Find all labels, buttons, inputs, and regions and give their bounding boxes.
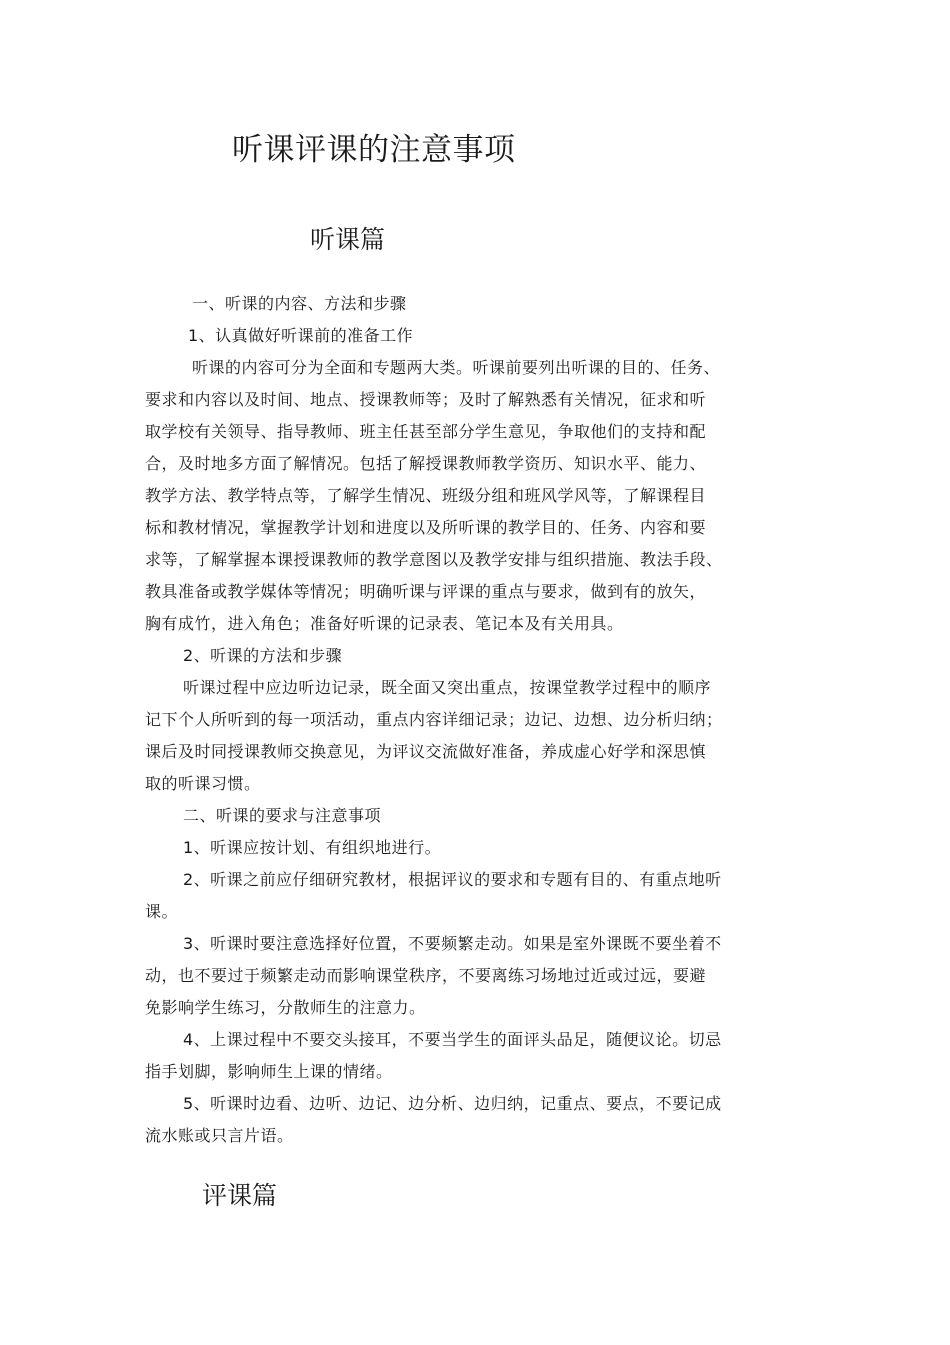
paragraph-line: 胸有成竹，进入角色；准备好听课的记录表、笔记本及有关用具。 (145, 614, 624, 633)
section-heading-evaluation: 评课篇 (202, 1181, 278, 1210)
subheading-line: 1、认真做好听课前的准备工作 (188, 326, 414, 345)
paragraph-line: 教学方法、教学特点等，了解学生情况、班级分组和班风学风等，了解课程目 (145, 486, 707, 505)
paragraph-line: 取学校有关领导、指导教师、班主任甚至部分学生意见，争取他们的支持和配 (145, 422, 707, 441)
heading-line: 二、听课的要求与注意事项 (183, 806, 382, 825)
paragraph-line: 要求和内容以及时间、地点、授课教师等；及时了解熟悉有关情况，征求和听 (145, 390, 707, 409)
section-heading-listening: 听课篇 (310, 225, 386, 254)
list-item-line: 2、听课之前应仔细研究教材，根据评议的要求和专题有目的、有重点地听 (183, 870, 722, 889)
list-item-line: 4、上课过程中不要交头接耳，不要当学生的面评头品足，随便议论。切忌 (183, 1030, 722, 1049)
heading-line: 一、听课的内容、方法和步骤 (192, 294, 407, 313)
paragraph-line: 求等，了解掌握本课授课教师的教学意图以及教学安排与组织措施、教法手段、 (145, 550, 723, 569)
subheading-line: 2、听课的方法和步骤 (183, 646, 343, 665)
list-item-line: 指手划脚，影响师生上课的情绪。 (145, 1062, 393, 1081)
list-item-line: 3、听课时要注意选择好位置，不要频繁走动。如果是室外课既不要坐着不 (183, 934, 722, 953)
page-title: 听课评课的注意事项 (232, 132, 516, 168)
paragraph-line: 听课过程中应边听边记录，既全面又突出重点，按课堂教学过程中的顺序 (183, 678, 712, 697)
paragraph-line: 听课的内容可分为全面和专题两大类。听课前要列出听课的目的、任务、 (192, 358, 721, 377)
paragraph-line: 合，及时地多方面了解情况。包括了解授课教师教学资历、知识水平、能力、 (145, 454, 707, 473)
paragraph-line: 标和教材情况，掌握教学计划和进度以及所听课的教学目的、任务、内容和要 (145, 518, 707, 537)
list-item-line: 课。 (145, 902, 179, 921)
list-item-line: 免影响学生练习，分散师生的注意力。 (145, 998, 426, 1017)
paragraph-line: 课后及时同授课教师交换意见，为评议交流做好准备，养成虚心好学和深思慎 (145, 742, 707, 761)
paragraph-line: 记下个人所听到的每一项活动，重点内容详细记录；边记、边想、边分析归纳； (145, 710, 723, 729)
paragraph-line: 取的听课习惯。 (145, 774, 261, 793)
paragraph-line: 教具准备或教学媒体等情况；明确听课与评课的重点与要求，做到有的放矢， (145, 582, 707, 601)
list-item-line: 1、听课应按计划、有组织地进行。 (183, 838, 442, 857)
list-item-line: 动，也不要过于频繁走动而影响课堂秩序，不要离练习场地过近或过远，要避 (145, 966, 707, 985)
list-item-line: 流水账或只言片语。 (145, 1126, 294, 1145)
list-item-line: 5、听课时边看、边听、边记、边分析、边归纳，记重点、要点，不要记成 (183, 1094, 722, 1113)
